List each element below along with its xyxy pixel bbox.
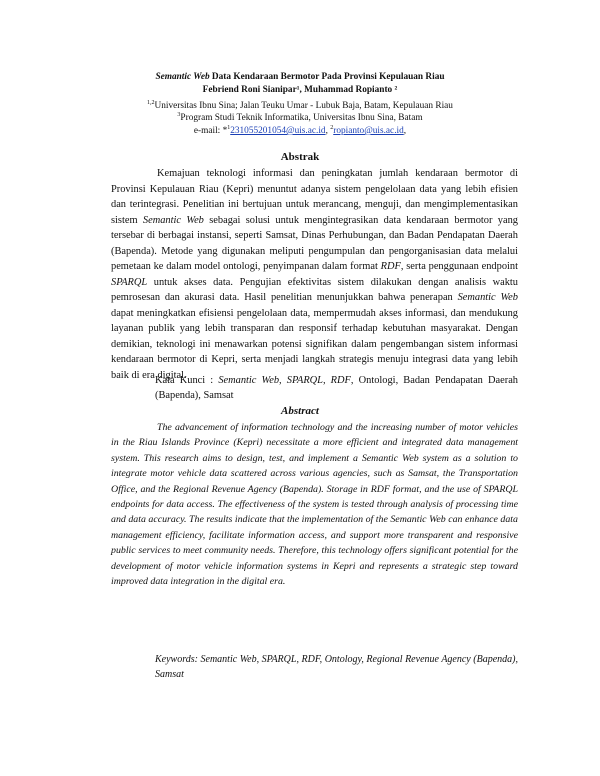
kata-kunci (155, 373, 518, 403)
title-rest: Data Kendaraan Bermotor Pada Provinsi Kepulauan Riau (209, 72, 445, 82)
paper-title (0, 71, 600, 83)
email2-sup: 2 (330, 125, 334, 131)
abstrak-text-4: untuk akses data. Pengujian efektivitas sistem dilakukan dengan analisis waktu pemrosesan dan akurasi data. Hasil penelitian menunjukkan bahwa penerapan (111, 276, 518, 303)
abstrak-text-2: sebagai solusi untuk mengintegrasikan data kendaraan bermotor yang tersebar di berbagai instansi, seperti Samsat, Dinas Perhubungan, dan Badan Pendapatan Daerah (Bapenda). Metode yang digunakan meliputi pengumpulan dan pengorganisasian data melalui pemetaan ke dalam model ontologi, penyimpanan dalam format (111, 214, 518, 272)
affiliation-1-text: Universitas Ibnu Sina; Jalan Teuku Umar - Lubuk Baja, Batam, Kepulauan Riau (154, 101, 453, 112)
email-sep: , (325, 126, 331, 137)
keywords: Keywords: Semantic Web, SPARQL, RDF, Ontology, Regional Revenue Agency (Bapenda), Samsat (155, 654, 518, 680)
abstrak-italic-4: Semantic Web (457, 292, 518, 303)
abstrak-text-5: dapat meningkatkan efisiensi pengelolaan data, mempermudah akses informasi, dan mendukung layanan publik yang lebih transparan dan responsif terhadap kebutuhan masyarakat. Dengan demikian, teknologi ini menawarkan potensi signifikan dalam pengembangan sistem informasi kendaraan bermotor di Kepri, serta menjadi langkah strategis menuju integrasi data yang lebih baik di era digital. (111, 307, 518, 381)
email1-sup: 1 (227, 125, 231, 131)
abstract-body (111, 420, 518, 589)
kata-kunci-rest: , Ontologi, Badan Pendapatan Daerah (Bapenda), Samsat (155, 375, 519, 401)
abstract-text: The advancement of information technology and the increasing number of motor vehicles in the Riau Islands Province (Kepri) necessitate a more efficient and integrated data management system. This research aims to design, test, and implement a Semantic Web system as a solution to integrate motor vehicle data scattered across various agencies, such as Samsat, the Transportation Office, and the Regional Revenue Agency (Bapenda). Storage in RDF format, and the use of SPARQL endpoints for data access. The effectiveness of the system is tested through analysis of processing time and data accuracy. The results indicate that the implementation of the Semantic Web can enhance data management efficiency, facilitate information access, and support more transparent and responsive public services to meet community needs. Therefore, this technology offers significant potential for the development of motor vehicle information systems in Kepri and represents a strategic step toward improved data integration in the digital era. (111, 422, 518, 588)
title-italic: Semantic Web (155, 72, 210, 82)
kata-kunci-label: Kata Kunci : (155, 375, 219, 386)
abstrak-italic-1: Semantic Web (142, 214, 204, 226)
email-line (0, 122, 600, 137)
abstrak-heading: Abstrak (280, 151, 320, 163)
abstrak-body (111, 166, 518, 383)
abstrak-italic-3: SPARQL (111, 276, 148, 288)
email-link-2[interactable]: ropianto@uis.ac.id (333, 126, 404, 137)
abstrak-text-3: , serta penggunaan endpoint (400, 261, 518, 272)
email-link-1[interactable]: 231055201054@uis.ac.id (230, 126, 326, 137)
abstrak-text-1: Kemajuan teknologi informasi dan peningkatan jumlah kendaraan bermotor di Provinsi Kepulauan Riau (Kepri) menuntut adanya sistem pengelolaan data yang lebih efisien dan terintegrasi. Penelitian ini bertujuan untuk merancang, menguji, dan mengimplementasikan sistem (111, 168, 518, 226)
email-suffix: , (403, 126, 407, 137)
email-prefix: e-mail: * (193, 126, 228, 137)
abstrak-italic-2: RDF (380, 261, 401, 272)
affiliation-1-sup: 1,2 (147, 100, 155, 106)
kata-kunci-italic: Semantic Web, SPARQL, RDF (218, 375, 351, 386)
authors: Febriend Roni Sianipar¹, Muhammad Ropianto ² (202, 85, 398, 95)
abstract-heading: Abstract (281, 405, 319, 417)
affiliation-2-text: Program Studi Teknik Informatika, Universitas Ibnu Sina, Batam (180, 113, 423, 124)
affiliation-2-sup: 3 (177, 112, 181, 118)
